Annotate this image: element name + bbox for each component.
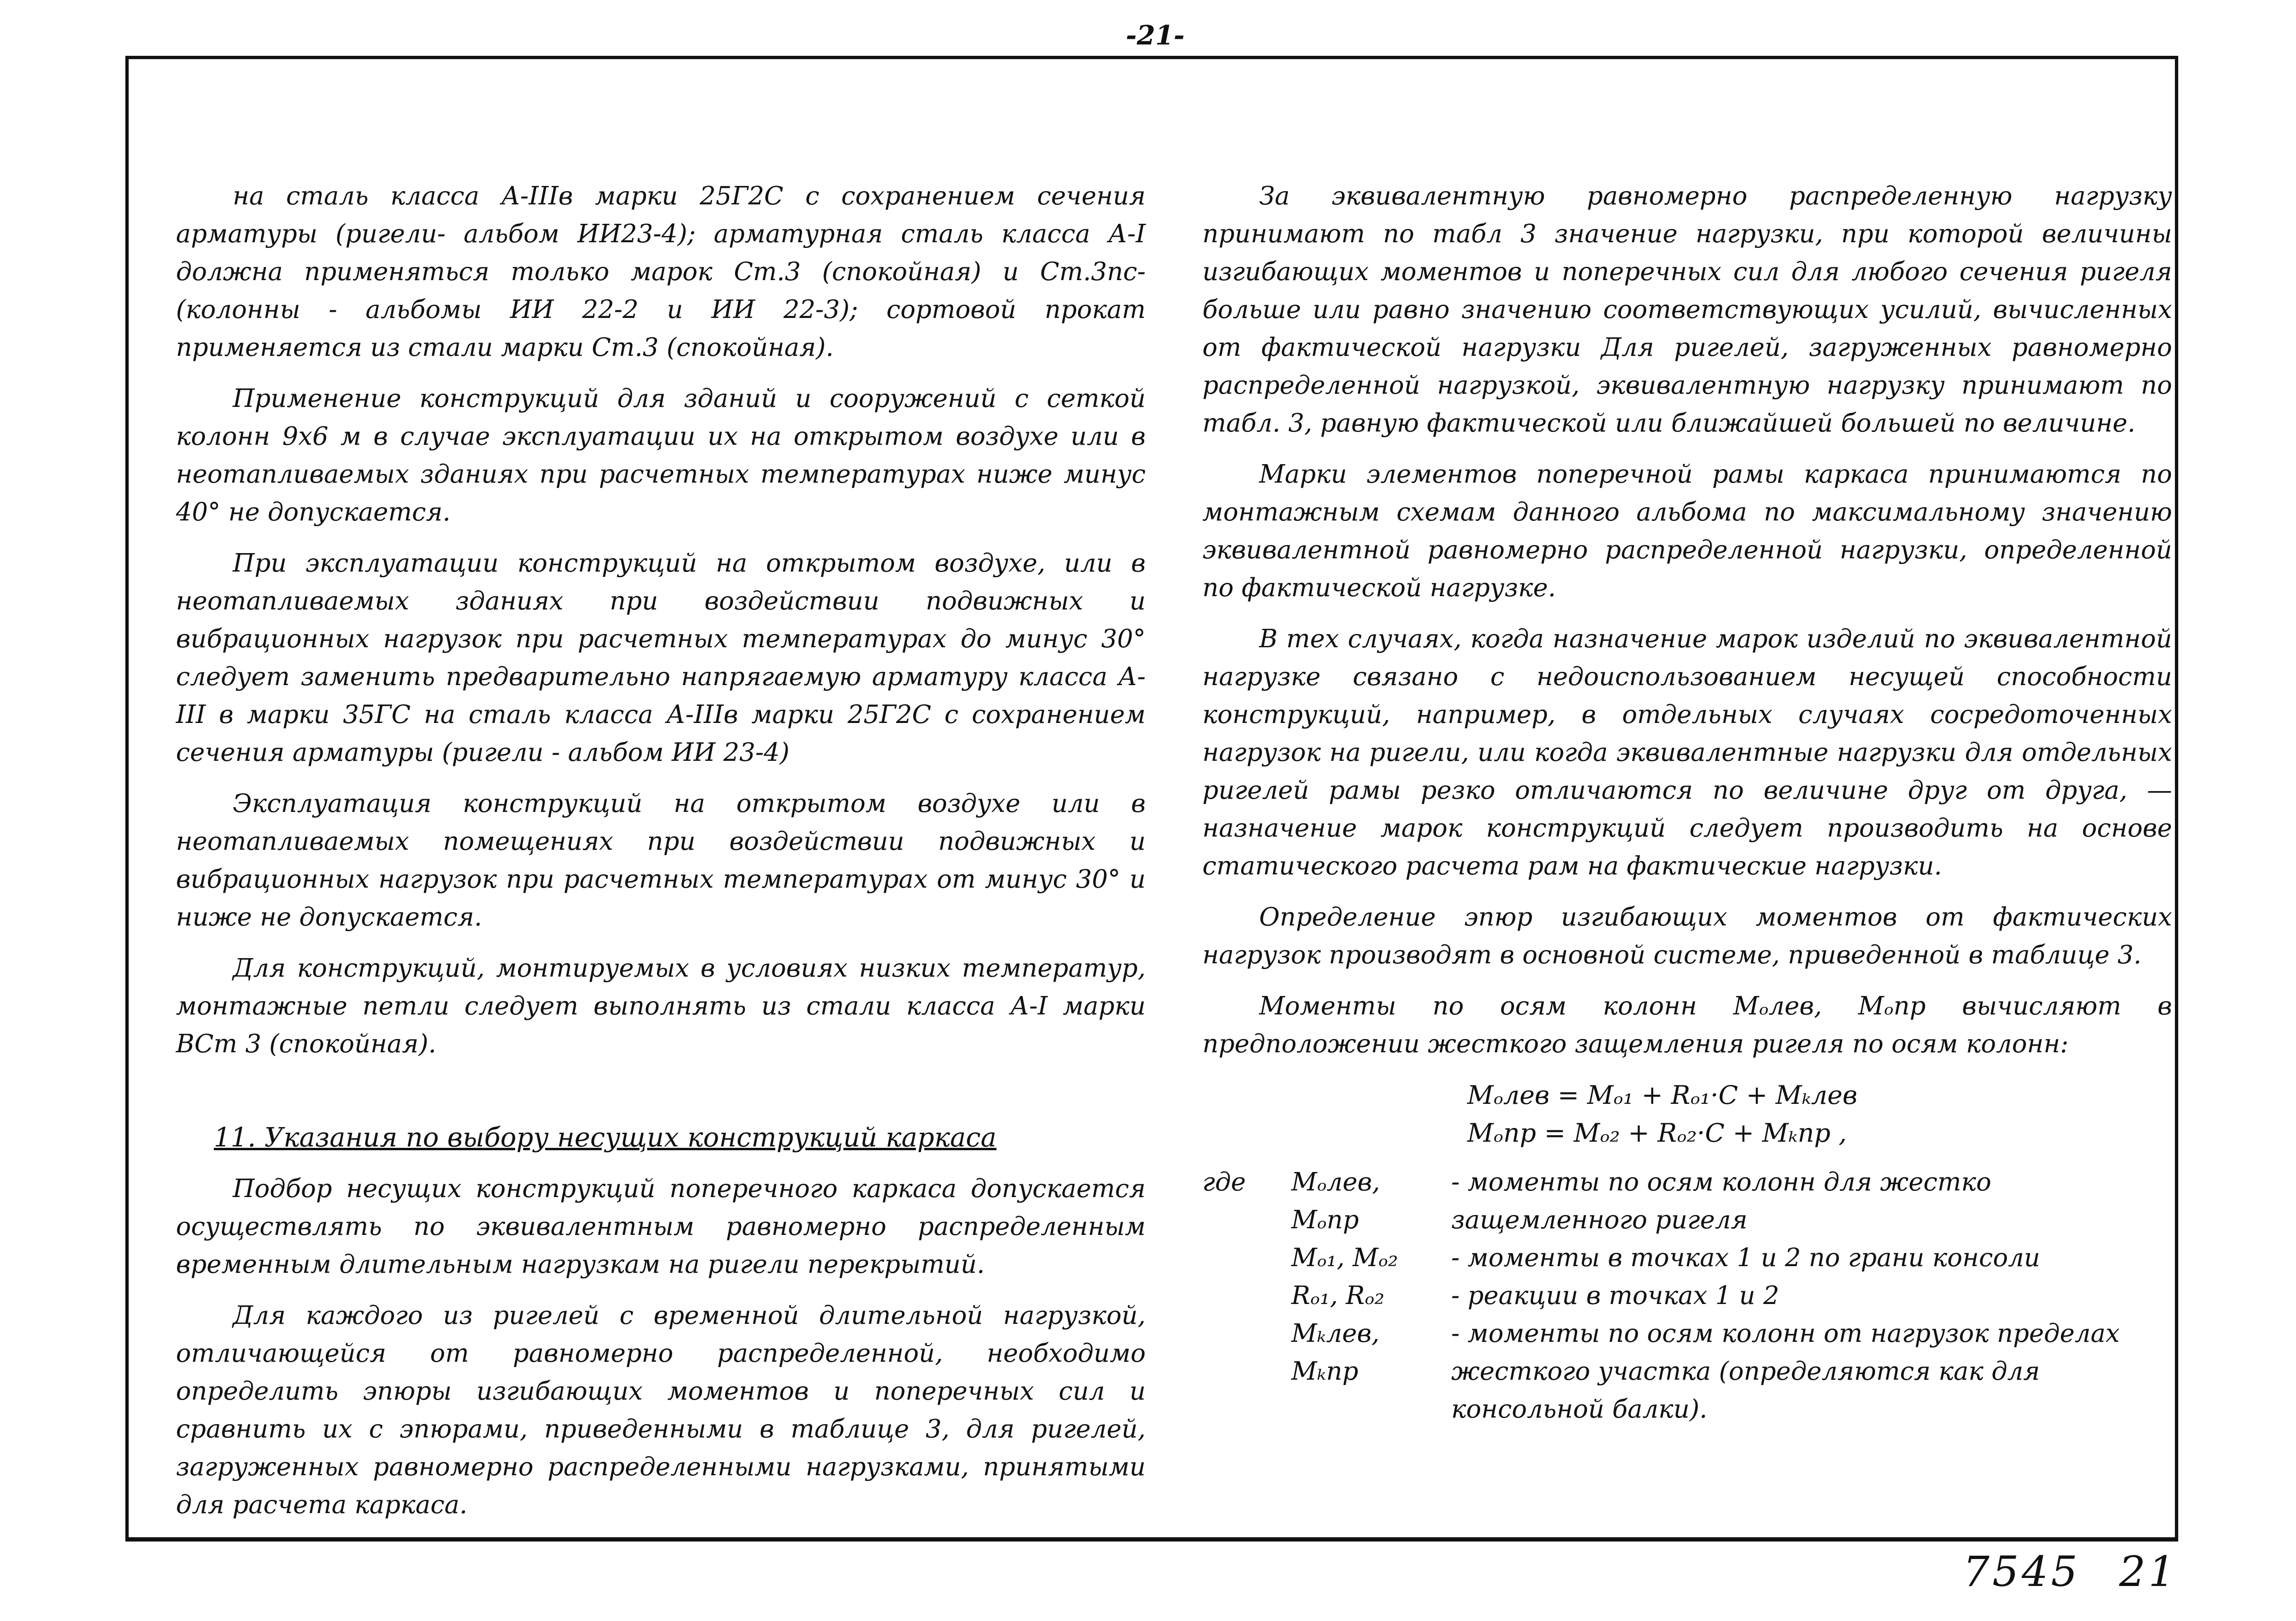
legend-lead: где — [1202, 1168, 1246, 1197]
formula: Мₒлев = Мₒ₁ + Rₒ₁·С + Мₖлев — [1467, 1080, 1858, 1110]
document-frame — [125, 56, 2178, 1542]
section-heading: 11. Указания по выбору несущих конструкций каркаса — [214, 1122, 997, 1153]
legend-definition: - моменты в точках 1 и 2 по грани консоли — [1451, 1243, 2041, 1272]
right-column — [1202, 177, 2172, 1428]
paragraph: Моменты по осям колонн Мₒлев, Мₒпр вычисляют в предположении жесткого защемления ригеля по осям колонн: — [1202, 992, 2172, 1058]
legend-definition: - реакции в точках 1 и 2 — [1451, 1281, 1779, 1310]
legend-symbol: Rₒ₁, Rₒ₂ — [1291, 1281, 1385, 1310]
paragraph: Марки элементов поперечной рамы каркаса принимаются по монтажным схемам данного альбома по максимальному значению эквивалентной равномерно распределенной нагрузки, определенной по фактической нагрузке. — [1202, 460, 2172, 602]
formula: Мₒпр = Мₒ₂ + Rₒ₂·С + Мₖпр , — [1467, 1118, 1847, 1148]
legend-definition: - моменты по осям колонн для жестко защемленного ригеля — [1451, 1168, 1991, 1234]
paragraph: При эксплуатации конструкций на открытом воздухе, или в неотапливаемых зданиях при воздействии подвижных и вибрационных нагрузок при расчетных температурах до минус 30° следует заменить предварительно напрягаемую арматуру класса А-III в марки 35ГС на сталь класса А-IIIв марки 25Г2С с сохранением сечения арматуры (ригели - альбом ИИ 23-4) — [176, 549, 1146, 767]
left-column — [176, 177, 1146, 1537]
formula-block — [1467, 1076, 2172, 1152]
paragraph: Подбор несущих конструкций поперечного каркаса допускается осуществлять по эквивалентным равномерно распределенным временным длительным нагрузкам на ригели перекрытий. — [176, 1174, 1146, 1279]
legend-symbol: Мₖлев, Мₖпр — [1291, 1319, 1380, 1386]
page-number-top: -21- — [1126, 20, 1185, 51]
paragraph: Для каждого из ригелей с временной длительной нагрузкой, отличающейся от равномерно распределенной, необходимо определить эпюры изгибающих моментов и поперечных сил и сравнить их с эпюрами, приведенными в таблице 3, для ригелей, загруженных равномерно распределенными нагрузками, принятыми для расчета каркаса. — [176, 1301, 1146, 1519]
legend-lead — [1202, 1277, 1288, 1315]
paragraph: Применение конструкций для зданий и сооружений с сеткой колонн 9х6 м в случае эксплуатации их на открытом воздухе или в неотапливаемых зданиях при расчетных температурах ниже минус 40° не допускается. — [176, 384, 1146, 527]
paragraph: За эквивалентную равномерно распределенную нагрузку принимают по табл 3 значение нагрузки, при которой величины изгибающих моментов и поперечных сил для любого сечения ригеля больше или равно значению соответствующих усилий, вычисленных от фактической нагрузки Для ригелей, загруженных равномерно распределенной нагрузкой, эквивалентную нагрузку принимают по табл. 3, равную фактической или ближайшей большей по величине. — [1202, 182, 2172, 438]
paragraph: на сталь класса А-IIIв марки 25Г2С с сохранением сечения арматуры (ригели- альбом ИИ23-4); арматурная сталь класса А-I должна применяться только марок Ст.3 (спокойная) и Ст.3пс- (колонны - альбомы ИИ 22-2 и ИИ 22-3); сортовой прокат применяется из стали марки Ст.3 (спокойная). — [176, 182, 1146, 362]
paragraph: Определение эпюр изгибающих моментов от фактических нагрузок производят в основной системе, приведенной в таблице 3. — [1202, 903, 2172, 969]
legend-symbol: Мₒлев, Мₒпр — [1291, 1168, 1380, 1234]
legend-symbol: Мₒ₁, Мₒ₂ — [1291, 1243, 1398, 1272]
sheet-number: 21 — [2119, 1547, 2178, 1596]
paragraph: Эксплуатация конструкций на открытом воздухе или в неотапливаемых помещениях при воздействии подвижных и вибрационных нагрузок при расчетных температурах от минус 30° и ниже не допускается. — [176, 789, 1146, 932]
paragraph: В тех случаях, когда назначение марок изделий по эквивалентной нагрузке связано с недоиспользованием несущей способности конструкций, например, в отдельных случаях сосредоточенных нагрузок на ригели, или когда эквивалентные нагрузки для отдельных ригелей рамы резко отличаются по величине друг от друга, — назначение марок конструкций следует производить на основе статического расчета рам на фактические нагрузки. — [1202, 625, 2172, 881]
legend-lead — [1202, 1239, 1288, 1277]
document-number: 7545 — [1963, 1547, 2080, 1596]
paragraph: Для конструкций, монтируемых в условиях низких температур, монтажные петли следует выполнять из стали класса А-I марки ВСт 3 (спокойная). — [176, 954, 1146, 1058]
symbol-legend — [1202, 1163, 2172, 1428]
legend-lead — [1202, 1315, 1288, 1428]
legend-definition: - моменты по осям колонн от нагрузок пределах жесткого участка (определяются как для консольной балки). — [1451, 1319, 2120, 1424]
